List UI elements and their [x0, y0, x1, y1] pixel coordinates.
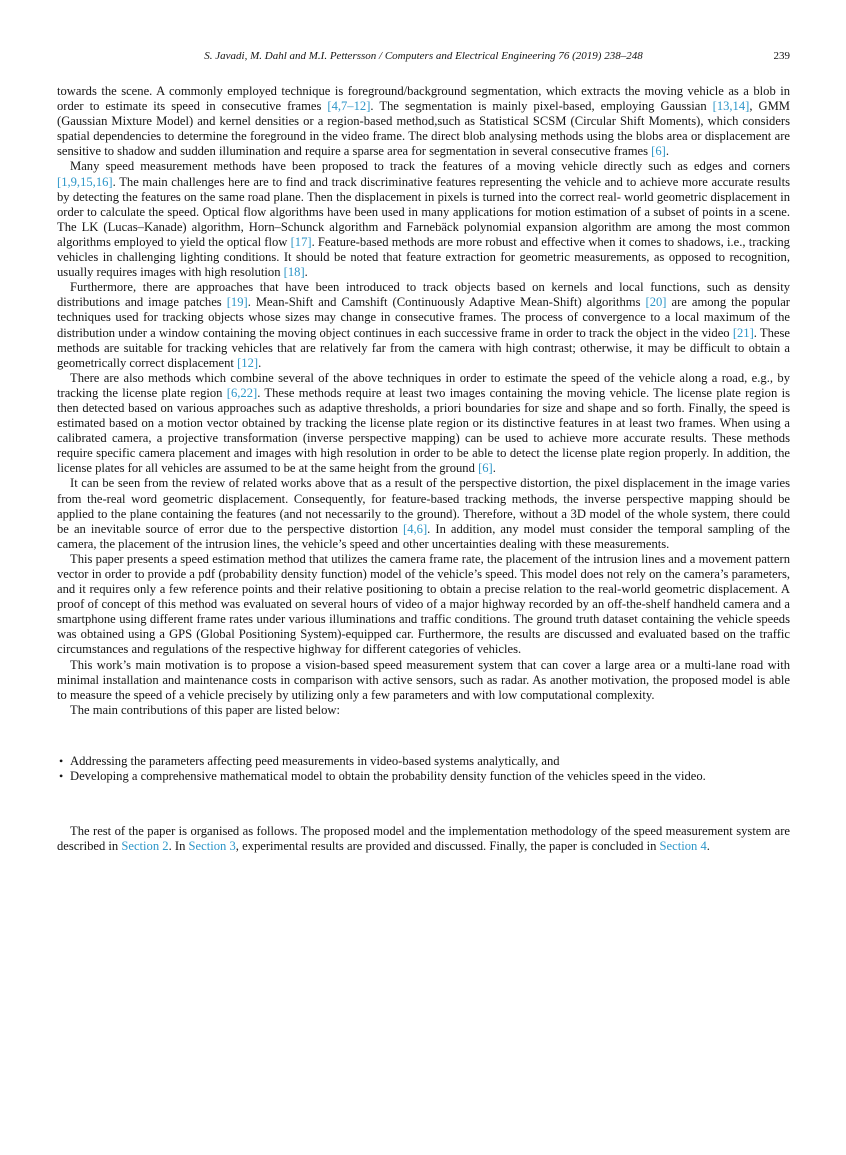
bullet-icon: • [59, 769, 64, 784]
paragraph: Many speed measurement methods have been proposed to track the features of a moving vehicle directly such as edges and corners [1,9,15,16]. The main challenges here are to find and track discriminative features representing the vehicle and to achieve more accurate results by detecting the features on the same road plane. Then the displacement in pixels is turned into the correct real- world geometric displacement in order to calculate the speed. Optical flow algorithms have been used in many applications for motion estimation of a subset of points in a scene. The LK (Lucas–Kanade) algorithm, Horn–Schunck algorithm and Farnebäck polynomial expansion algorithm are among the most common algorithms employed to yield the optical flow [17]. Feature-based methods are more robust and effective when it comes to shadows, i.e., tracking vehicles in challenging lighting conditions. It should be noted that feature extraction for geometric measurements, as opposed to recognition, usually requires images with high resolution [18]. [57, 159, 790, 280]
paragraph: Furthermore, there are approaches that have been introduced to track objects based on kernels and local functions, such as density distributions and image patches [19]. Mean-Shift and Camshift (Continuously Adaptive Mean-Shift) algorithms [20] are among the popular techniques used for tracking objects whose sizes may change in consecutive frames. The process of convergence to a local maximum of the distribution under a window containing the moving object continues in each successive frame in order to track the object in the video [21]. These methods are suitable for tracking vehicles that are relatively far from the camera with high contrast; otherwise, it may be difficult to obtain a geometrically correct displacement [12]. [57, 280, 791, 370]
citation-link[interactable]: [12] [237, 355, 259, 370]
list-item: • Developing a comprehensive mathematical model to obtain the probability density function of the vehicles speed in the video. [59, 769, 706, 784]
citation-link[interactable]: [13,14] [712, 99, 750, 114]
paragraph: The main contributions of this paper are listed below: [70, 702, 340, 717]
section-link[interactable]: Section 4 [659, 839, 707, 854]
list-item: • Addressing the parameters affecting peed measurements in video-based systems analytically, and [59, 753, 560, 768]
citation-link[interactable]: [6] [478, 461, 493, 476]
paragraph: The rest of the paper is organised as follows. The proposed model and the implementation methodology of the speed measurement system are described in Section 2. In Section 3, experimental results are provided and discussed. Finally, the paper is concluded in Section 4. [57, 824, 790, 854]
citation-link[interactable]: [20] [645, 295, 667, 310]
paragraph: It can be seen from the review of related works above that as a result of the perspective distortion, the pixel displacement in the image varies from the-real word geometric displacement. Consequently, for feature-based tracking methods, the inverse perspective mapping should be applied to the plane containing the features (and not necessarily to the ground). Therefore, without a 3D model of the whole system, there could be an inevitable source of error due to the perspective distortion [4,6]. In addition, any model must consider the temporal sampling of the camera, the placement of the intrusion lines, the vehicle’s speed and other uncertainties dealing with these measurements. [57, 476, 790, 551]
citation-link[interactable]: [4,7–12] [327, 99, 371, 114]
bullet-icon: • [59, 753, 64, 768]
paragraph: This work’s main motivation is to propose a vision-based speed measurement system that can cover a large area or a multi-lane road with minimal installation and maintenance costs in comparison with active sensors, such as radar. As another motivation, the proposed model is able to measure the speed of a vehicle precisely by utilizing only a few parameters and with low computational complexity. [57, 657, 790, 702]
section-link[interactable]: Section 2 [121, 839, 169, 854]
page-header [57, 50, 790, 64]
paragraph: towards the scene. A commonly employed technique is foreground/background segmentation, which extracts the moving vehicle as a blob in order to estimate its speed in consecutive frames [4,7–12]. The segmentation is mainly pixel-based, employing Gaussian [13,14], GMM (Gaussian Mixture Model) and kernel densities or a region-based method,such as Statistical SCSM (Circular Shift Moments), which considers spatial dependencies to determine the foreground in the video frame. The direct blob analysing methods using the blobs area or displacement are sensitive to shadow and sudden illumination and require a sparse area for segmentation in several consecutive frames [6]. [57, 84, 790, 159]
running-head: S. Javadi, M. Dahl and M.I. Pettersson / Computers and Electrical Engineering 76 (2019) 238–248 [204, 50, 643, 62]
contribution-list [57, 754, 790, 784]
citation-link[interactable]: [6] [651, 144, 666, 159]
citation-link[interactable]: [21] [732, 325, 754, 340]
citation-link[interactable]: [18] [283, 265, 305, 280]
citation-link[interactable]: [19] [226, 295, 248, 310]
citation-link[interactable]: [17] [290, 234, 312, 249]
citation-link[interactable]: [4,6] [403, 521, 428, 536]
article-body [57, 84, 790, 854]
citation-link[interactable]: [6,22] [226, 385, 258, 400]
page-number: 239 [773, 50, 790, 62]
paragraph: This paper presents a speed estimation method that utilizes the camera frame rate, the placement of the intrusion lines and a movement pattern vector in order to provide a pdf (probability density function) model of the vehicle’s speed. This model does not rely on the camera’s parameters, and it requires only a few reference points and their relative positioning to obtain a precise relation to the real-world geometric displacement. A proof of concept of this method was evaluated on several hours of video of a major highway recorded by an off-the-shelf handheld camera and a smartphone using different frame rates under various illuminations and traffic conditions. The ground truth dataset containing the vehicle speeds was obtained using a GPS (Global Positioning System)-equipped car. Furthermore, the results are discussed and evaluated based on the traffic circumstances and regulations of the respective highway for different categories of vehicles. [57, 551, 790, 657]
citation-link[interactable]: [1,9,15,16] [57, 174, 113, 189]
paragraph: There are also methods which combine several of the above techniques in order to estimate the speed of the vehicle along a road, e.g., by tracking the license plate region [6,22]. These methods require at least two images containing the moving vehicle. The license plate region is then detected based on various approaches such as adaptive thresholds, a priori boundaries for size and shape and so forth. Finally, the speed is estimated based on a motion vector obtained by tracking the license plate region or its distinctive features in at least two frames. When using a calibrated camera, a projective transformation (inverse perspective mapping) can be used to achieve more accurate results. These methods require specific camera placement and images with high resolution in order to be able to detect the license plate region properly. In addition, the license plates for all vehicles are assumed to be at the same height from the ground [6]. [57, 370, 790, 476]
section-link[interactable]: Section 3 [188, 839, 236, 854]
